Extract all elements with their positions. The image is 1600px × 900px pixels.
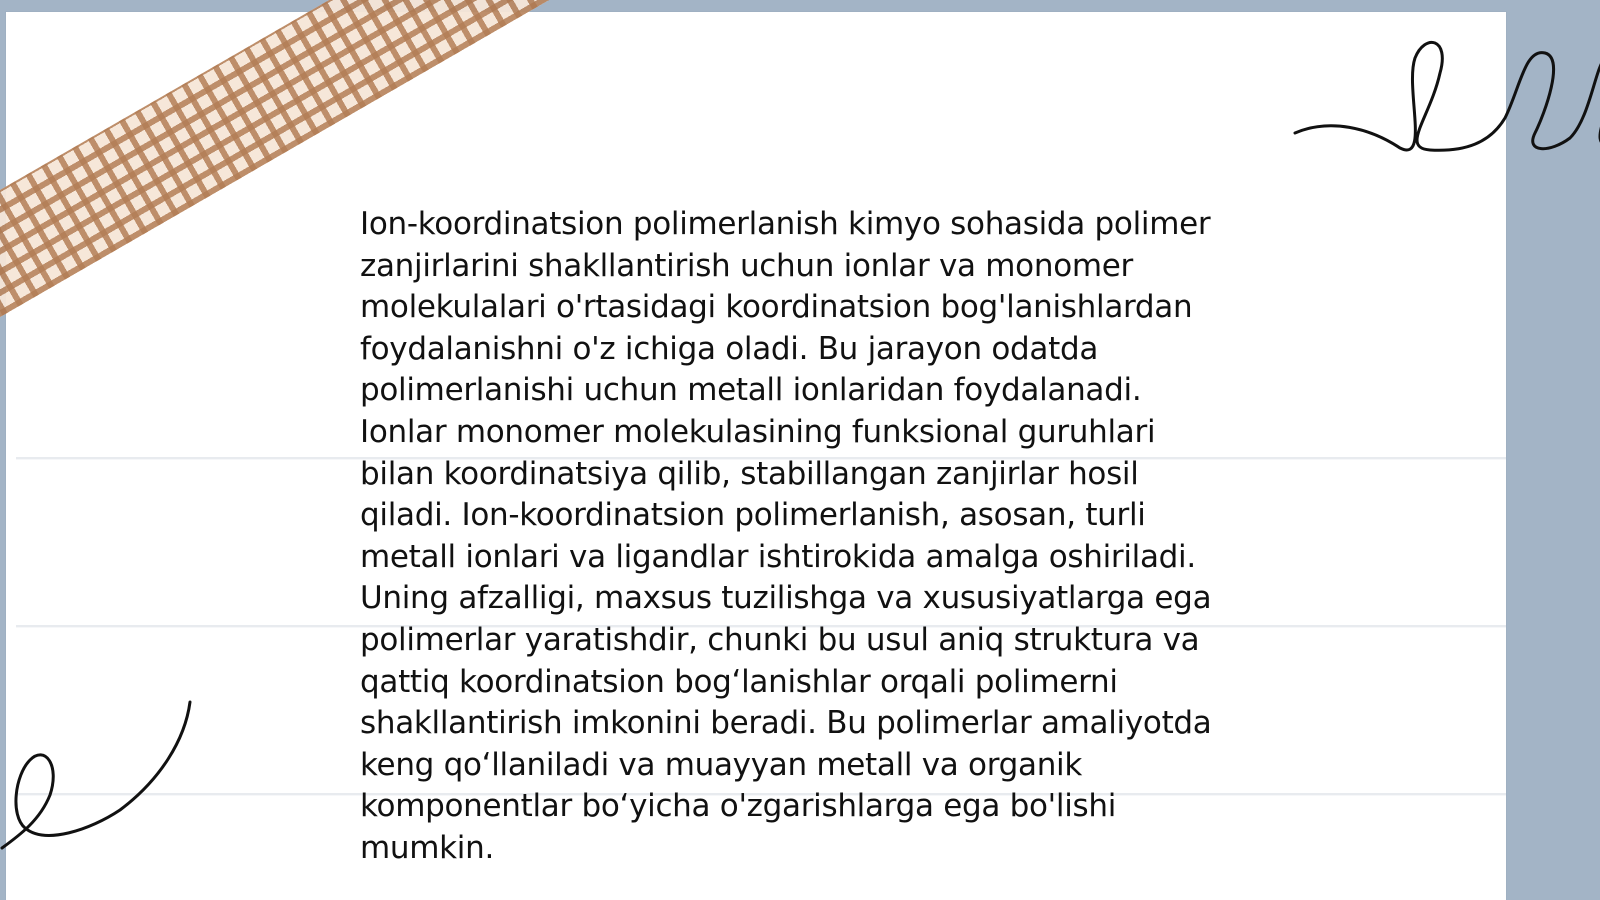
loop-squiggle-icon [0,700,200,860]
body-paragraph: Ion-koordinatsion polimerlanish kimyo sohasida polimer zanjirlarini shakllantirish uchun ionlar va monomer molekulalari o'rtasidagi koordinatsion bog'lanishlardan foydalanishni o'z ichiga oladi. Bu jarayon odatda polimerlanishi uchun metall ionlaridan foydalanadi. Ionlar monomer molekulasining funksional guruhlari bilan koordinatsiya qilib, stabillangan zanjirlar hosil qiladi. Ion-koordinatsion polimerlanish, asosan, turli metall ionlari va ligandlar ishtirokida amalga oshiriladi. Uning afzalligi, maxsus tuzilishga va xususiyatlarga ega polimerlar yaratishdir, chunki bu usul aniq struktura va qattiq koordinatsion bog‘lanishlar orqali polimerni shakllantirish imkonini beradi. Bu polimerlar amaliyotda keng qo‘llaniladi va muayyan metall va organik komponentlar bo‘yicha o'zgarishlarga ega bo'lishi mumkin. [360,206,1212,866]
loop-squiggle-icon [1290,28,1600,168]
